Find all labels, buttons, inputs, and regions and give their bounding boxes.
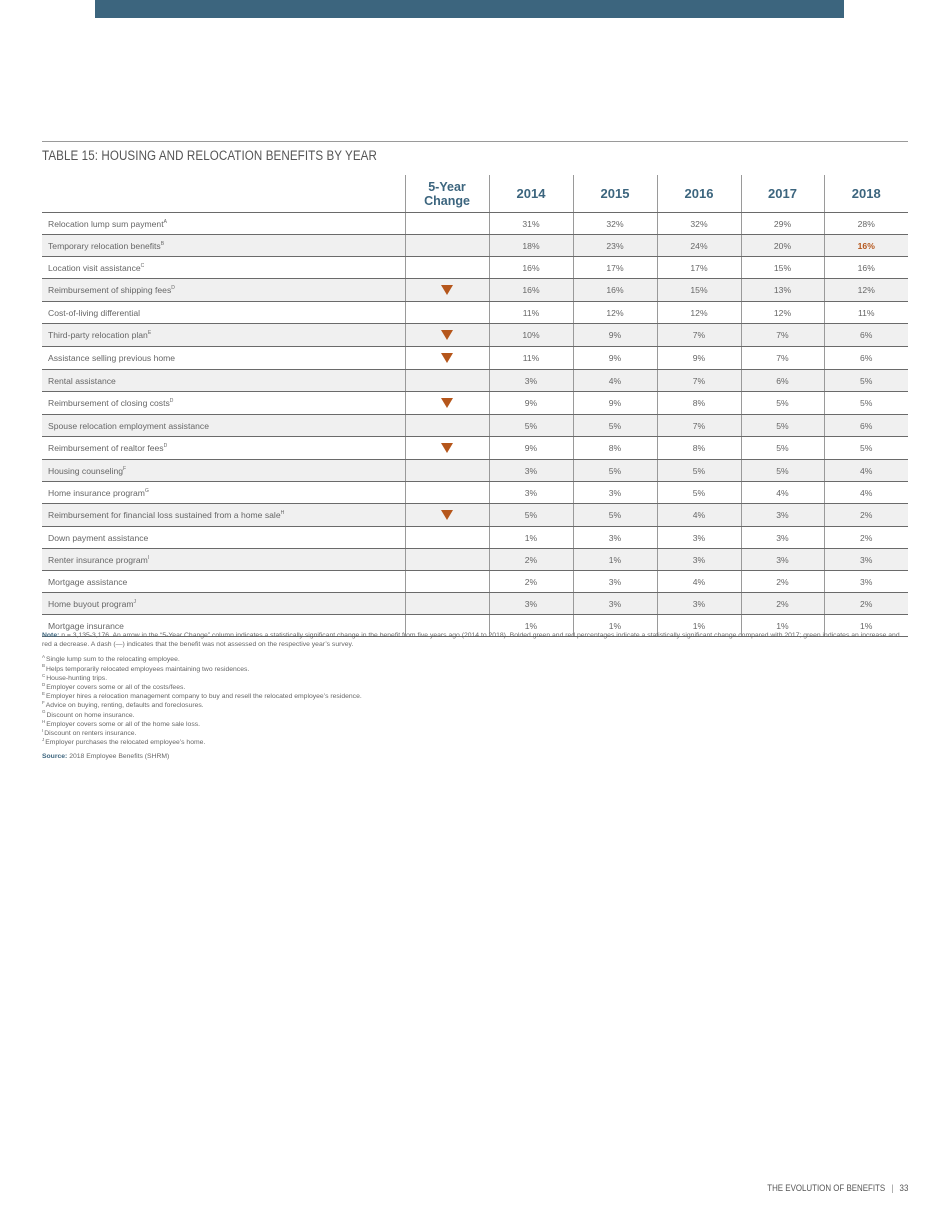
- row-label-text: Reimbursement of closing costs: [48, 398, 170, 408]
- value-cell: 5%: [489, 504, 573, 527]
- value-cell: 32%: [657, 213, 741, 235]
- table-title: TABLE 15: HOUSING AND RELOCATION BENEFITS BY YEAR: [42, 148, 377, 163]
- value-cell: 2%: [824, 527, 908, 549]
- value-cell: 11%: [489, 302, 573, 324]
- value-cell: 9%: [657, 347, 741, 370]
- footnote-key: F: [42, 700, 45, 706]
- row-label-text: Mortgage assistance: [48, 576, 128, 587]
- five-year-change-cell: [405, 324, 489, 347]
- footnote-marker: D: [171, 285, 175, 292]
- decrease-arrow-icon: [441, 285, 453, 295]
- value-cell: 9%: [573, 324, 657, 347]
- value-cell: 5%: [741, 437, 824, 460]
- footnote-marker: J: [133, 598, 137, 605]
- footnote-text: Discount on home insurance.: [46, 711, 135, 719]
- footnote: [42, 655, 902, 664]
- value-cell: 2%: [741, 593, 824, 615]
- row-label-text: Home buyout program: [48, 598, 134, 609]
- value-cell: 5%: [657, 460, 741, 482]
- value-cell: 8%: [657, 392, 741, 415]
- row-label: [42, 213, 405, 235]
- row-label: [42, 593, 405, 615]
- value-cell: 3%: [489, 593, 573, 615]
- value-cell: 1%: [657, 615, 741, 637]
- footnote-text: Employer purchases the relocated employee’s home.: [45, 739, 206, 747]
- row-label: [42, 527, 405, 549]
- value-cell: 7%: [657, 370, 741, 392]
- decrease-arrow-icon: [441, 510, 453, 520]
- footnote-key: J: [42, 736, 45, 742]
- row-label-text: Relocation lump sum payment: [48, 218, 164, 229]
- value-cell: 1%: [573, 615, 657, 637]
- row-label-text: Third-party relocation plan: [48, 330, 148, 340]
- value-cell: 5%: [489, 415, 573, 437]
- value-cell: 13%: [741, 279, 824, 302]
- row-label: [42, 302, 405, 324]
- value-cell: 3%: [824, 571, 908, 593]
- footnote-key: B: [42, 663, 46, 669]
- table-row: [42, 549, 908, 571]
- table-row: [42, 257, 908, 279]
- value-cell: 7%: [741, 324, 824, 347]
- value-cell: 12%: [824, 279, 908, 302]
- footnote-marker: D: [169, 398, 174, 405]
- value-cell: 9%: [573, 392, 657, 415]
- footer-separator: |: [890, 1183, 894, 1193]
- footnote: [42, 738, 902, 747]
- source-text: 2018 Employee Benefits (SHRM): [67, 753, 170, 761]
- footer-title: THE EVOLUTION OF BENEFITS: [766, 1183, 885, 1193]
- value-cell: 1%: [741, 615, 824, 637]
- value-cell: 9%: [489, 437, 573, 460]
- table-row: [42, 437, 908, 460]
- value-cell: 6%: [824, 324, 908, 347]
- value-cell: 2%: [741, 571, 824, 593]
- value-cell: 28%: [824, 213, 908, 235]
- footnote-marker: G: [144, 487, 149, 494]
- page-number: 33: [899, 1183, 908, 1193]
- row-label: [42, 257, 405, 279]
- value-cell: 16%: [489, 257, 573, 279]
- value-cell: 4%: [573, 370, 657, 392]
- value-cell: 3%: [573, 571, 657, 593]
- header-year: 2017: [741, 175, 824, 213]
- five-year-change-cell: [405, 347, 489, 370]
- value-cell: 7%: [741, 347, 824, 370]
- value-cell: 9%: [573, 347, 657, 370]
- footnote-marker: I: [147, 554, 150, 561]
- value-cell: 5%: [824, 392, 908, 415]
- row-label: [42, 460, 405, 482]
- value-cell: 12%: [741, 302, 824, 324]
- footnote-marker: F: [123, 465, 127, 472]
- footnote-marker: B: [160, 240, 165, 247]
- five-year-change-cell: [405, 370, 489, 392]
- row-label: [42, 279, 405, 302]
- value-cell: 5%: [657, 482, 741, 504]
- five-year-change-cell: [405, 437, 489, 460]
- value-cell: 3%: [824, 549, 908, 571]
- value-cell: 4%: [741, 482, 824, 504]
- footnote: [42, 692, 902, 701]
- footnote-text: Discount on renters insurance.: [44, 730, 137, 738]
- value-cell: 1%: [573, 549, 657, 571]
- five-year-change-cell: [405, 302, 489, 324]
- five-year-change-cell: [405, 235, 489, 257]
- value-cell: 24%: [657, 235, 741, 257]
- table-row: [42, 460, 908, 482]
- footnote: [42, 674, 902, 683]
- header-year: 2015: [573, 175, 657, 213]
- value-cell: 2%: [489, 549, 573, 571]
- five-year-change-cell: [405, 213, 489, 235]
- value-cell: 3%: [741, 527, 824, 549]
- header-year: 2018: [824, 175, 908, 213]
- row-label: [42, 415, 405, 437]
- row-label-text: Reimbursement for financial loss sustained from a home sale: [48, 510, 281, 520]
- footnote-text: Single lump sum to the relocating employee.: [46, 656, 180, 664]
- footnote: [42, 711, 902, 720]
- five-year-change-cell: [405, 415, 489, 437]
- table-row: [42, 302, 908, 324]
- footnote: [42, 665, 902, 674]
- header-blank-cell: [42, 175, 405, 213]
- value-cell: 8%: [573, 437, 657, 460]
- value-cell: 3%: [573, 593, 657, 615]
- footnote-text: Advice on buying, renting, defaults and foreclosures.: [45, 702, 204, 710]
- row-label: [42, 482, 405, 504]
- footnote: [42, 720, 902, 729]
- source-label: Source:: [42, 753, 68, 761]
- footnote-marker: H: [280, 510, 285, 517]
- five-year-change-cell: [405, 549, 489, 571]
- value-cell: 6%: [824, 347, 908, 370]
- value-cell: 5%: [824, 370, 908, 392]
- value-cell: 20%: [741, 235, 824, 257]
- value-cell: 12%: [657, 302, 741, 324]
- value-cell: 29%: [741, 213, 824, 235]
- footnote-text: Employer covers some or all of the home sale loss.: [46, 720, 200, 728]
- row-label: [42, 571, 405, 593]
- value-cell: 4%: [824, 482, 908, 504]
- row-label: [42, 235, 405, 257]
- value-cell: 3%: [657, 527, 741, 549]
- value-cell: 3%: [573, 482, 657, 504]
- row-label-text: Reimbursement of shipping fees: [48, 285, 172, 295]
- footnote: [42, 701, 902, 710]
- value-cell: 5%: [573, 415, 657, 437]
- footnote-key: I: [42, 727, 44, 733]
- note-text: n = 3,135-3,176. An arrow in the “5-Year Change” column indicates a statistically significant change in the benefit from five years ago (2014 to 2018). Bolded green and red percentages indicate a statistically significant change compared with 2017; green indicates an increase and red a decrease. A dash (—) indicates that the benefit was not assessed on the respective year’s survey.: [42, 632, 900, 649]
- value-cell: 3%: [657, 593, 741, 615]
- value-cell: 4%: [657, 571, 741, 593]
- value-cell: 2%: [824, 504, 908, 527]
- value-cell: 4%: [824, 460, 908, 482]
- five-year-change-cell: [405, 482, 489, 504]
- value-cell: 16%: [573, 279, 657, 302]
- value-cell: 5%: [573, 460, 657, 482]
- footnote-marker: C: [140, 262, 145, 269]
- row-label: [42, 549, 405, 571]
- footnote-marker: A: [163, 218, 167, 225]
- five-year-change-cell: [405, 593, 489, 615]
- five-year-change-cell: [405, 392, 489, 415]
- five-year-change-cell: [405, 527, 489, 549]
- row-label: [42, 324, 405, 347]
- footnote-key: G: [42, 709, 46, 715]
- value-cell: 3%: [489, 460, 573, 482]
- table-row: [42, 279, 908, 302]
- value-cell: 5%: [741, 460, 824, 482]
- five-year-change-cell: [405, 257, 489, 279]
- value-cell: 5%: [741, 415, 824, 437]
- value-cell: 3%: [741, 504, 824, 527]
- five-year-change-cell: [405, 460, 489, 482]
- row-label-text: Spouse relocation employment assistance: [48, 420, 209, 431]
- value-cell: 1%: [824, 615, 908, 637]
- value-cell: 1%: [489, 615, 573, 637]
- value-cell: 16%: [824, 235, 908, 257]
- five-year-change-cell: [405, 279, 489, 302]
- row-label: [42, 504, 405, 527]
- value-cell: 3%: [657, 549, 741, 571]
- table-notes: [42, 631, 902, 762]
- row-label-text: Renter insurance program: [48, 554, 148, 565]
- value-cell: 7%: [657, 324, 741, 347]
- value-cell: 11%: [824, 302, 908, 324]
- row-label-text: Mortgage insurance: [48, 620, 124, 631]
- footnote: [42, 683, 902, 692]
- row-label: [42, 370, 405, 392]
- table-row: [42, 324, 908, 347]
- header-year: 2016: [657, 175, 741, 213]
- value-cell: 15%: [657, 279, 741, 302]
- footnote-text: Helps temporarily relocated employees maintaining two residences.: [46, 665, 250, 673]
- value-cell: 31%: [489, 213, 573, 235]
- row-label-text: Down payment assistance: [48, 532, 149, 543]
- table-row: [42, 347, 908, 370]
- footnote-text: Employer hires a relocation management company to buy and resell the relocated employee’s residence.: [46, 693, 362, 701]
- decrease-arrow-icon: [441, 330, 453, 340]
- value-cell: 32%: [573, 213, 657, 235]
- benefits-table: [42, 175, 908, 637]
- table-row: [42, 370, 908, 392]
- value-cell: 15%: [741, 257, 824, 279]
- footnote-marker: E: [147, 330, 152, 337]
- footnote-list: [42, 655, 902, 747]
- decrease-arrow-icon: [441, 353, 453, 363]
- decrease-arrow-icon: [441, 398, 453, 408]
- value-cell: 11%: [489, 347, 573, 370]
- row-label-text: Housing counseling: [48, 465, 124, 476]
- header-year: 2014: [489, 175, 573, 213]
- value-cell: 9%: [489, 392, 573, 415]
- footnote-key: A: [42, 654, 46, 660]
- table-row: [42, 527, 908, 549]
- value-cell: 18%: [489, 235, 573, 257]
- value-cell: 17%: [657, 257, 741, 279]
- value-cell: 17%: [573, 257, 657, 279]
- title-rule: [42, 141, 908, 142]
- footnote-marker: D: [163, 443, 168, 450]
- row-label-text: Reimbursement of realtor fees: [48, 443, 164, 453]
- footnote-key: C: [42, 672, 46, 678]
- value-cell: 8%: [657, 437, 741, 460]
- five-year-change-cell: [405, 571, 489, 593]
- value-cell: 16%: [489, 279, 573, 302]
- table-row: [42, 504, 908, 527]
- value-cell: 6%: [824, 415, 908, 437]
- note-label: Note:: [42, 632, 60, 639]
- table-body: [42, 213, 908, 637]
- source-line: [42, 752, 902, 761]
- value-cell: 1%: [489, 527, 573, 549]
- value-cell: 7%: [657, 415, 741, 437]
- value-cell: 2%: [489, 571, 573, 593]
- table-row: [42, 235, 908, 257]
- decrease-arrow-icon: [441, 443, 453, 453]
- table-row: [42, 482, 908, 504]
- table-row: [42, 593, 908, 615]
- five-year-change-cell: [405, 504, 489, 527]
- value-cell: 3%: [489, 482, 573, 504]
- row-label: [42, 392, 405, 415]
- value-cell: 5%: [573, 504, 657, 527]
- row-label-text: Temporary relocation benefits: [48, 240, 161, 251]
- value-cell: 5%: [741, 392, 824, 415]
- row-label-text: Assistance selling previous home: [48, 353, 176, 363]
- footnote-key: E: [42, 690, 46, 696]
- header-5-year-change: 5-Year Change: [405, 175, 489, 213]
- value-cell: 3%: [573, 527, 657, 549]
- table-row: [42, 392, 908, 415]
- header-bar: [95, 0, 844, 18]
- row-label: [42, 347, 405, 370]
- value-cell: 6%: [741, 370, 824, 392]
- note-paragraph: [42, 631, 902, 649]
- footnote-text: House-hunting trips.: [46, 674, 108, 682]
- footnote-key: H: [42, 718, 46, 724]
- page-footer: [767, 1183, 908, 1193]
- value-cell: 2%: [824, 593, 908, 615]
- value-cell: 10%: [489, 324, 573, 347]
- value-cell: 3%: [489, 370, 573, 392]
- value-cell: 4%: [657, 504, 741, 527]
- footnote-key: D: [42, 681, 46, 687]
- value-cell: 5%: [824, 437, 908, 460]
- value-cell: 3%: [741, 549, 824, 571]
- table-row: [42, 571, 908, 593]
- row-label-text: Location visit assistance: [48, 262, 141, 273]
- value-cell: 23%: [573, 235, 657, 257]
- row-label-text: Rental assistance: [48, 375, 116, 386]
- row-label: [42, 437, 405, 460]
- footnote-text: Employer covers some or all of the costs/fees.: [46, 684, 186, 692]
- table-row: [42, 213, 908, 235]
- row-label-text: Home insurance program: [48, 487, 145, 498]
- table-header-row: [42, 175, 908, 213]
- footnote: [42, 729, 902, 738]
- row-label-text: Cost-of-living differential: [48, 307, 141, 318]
- value-cell: 12%: [573, 302, 657, 324]
- table-row: [42, 415, 908, 437]
- value-cell: 16%: [824, 257, 908, 279]
